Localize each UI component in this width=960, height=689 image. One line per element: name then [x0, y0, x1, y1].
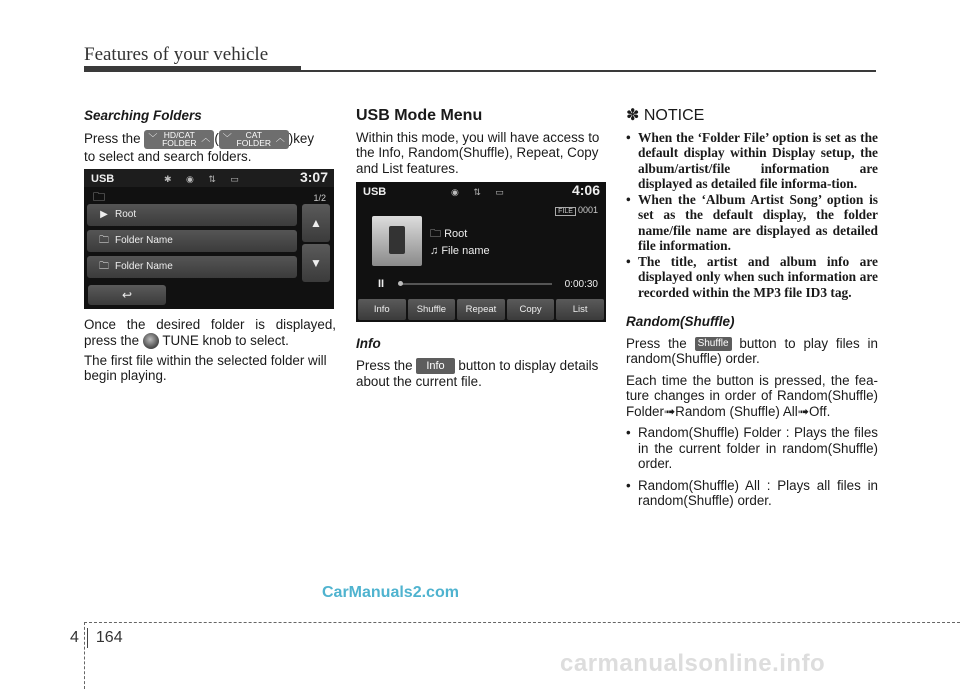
subhead-info: Info	[356, 336, 381, 351]
paragraph-cycle: Each time the button is pressed, the fea-ture changes in order of Random(Shuffle) Folder➟Random (Shuffle) All➟Off.	[626, 372, 878, 419]
chevron-down-icon: ﹀	[222, 132, 232, 143]
list-item-label: Folder Name	[115, 235, 173, 246]
source-label: USB	[363, 186, 387, 198]
folder-list-screen	[84, 169, 334, 309]
page-number	[70, 628, 123, 648]
text-press: Press the	[626, 335, 687, 351]
column-3	[626, 108, 878, 509]
list-item-label: Root	[115, 209, 137, 220]
shuffle-button[interactable]: Shuffle	[408, 299, 456, 320]
column-2	[356, 108, 608, 395]
folder-line	[430, 227, 467, 243]
play-circle-icon: ▶	[100, 209, 108, 220]
key-label: CAT FOLDER	[236, 129, 272, 148]
text-key: )key	[288, 130, 315, 146]
shuffle-chip[interactable]: Shuffle	[695, 337, 732, 351]
footer-rule	[84, 622, 960, 623]
folder-icon: 🗀	[430, 228, 445, 240]
list-item-folder[interactable]	[87, 256, 297, 278]
hd-cat-folder-key[interactable]	[144, 130, 214, 149]
copy-button[interactable]: Copy	[507, 299, 555, 320]
list-item-label: Folder Name	[115, 261, 173, 272]
source-label: USB	[91, 173, 115, 185]
clock: 3:07	[299, 169, 328, 185]
notice-item: • The title, artist and album info are displayed only when such information are recorded within the MP3 file ID3 tag.	[626, 254, 878, 301]
file-name: File name	[441, 245, 490, 257]
file-tag: FILE	[555, 207, 576, 216]
folder-icon: 🗀	[93, 190, 106, 204]
elapsed-time: 0:00:30	[564, 279, 598, 290]
shuffle-item: • Random(Shuffle) Folder : Plays the files in the current folder in random(Shuffle) order.	[626, 425, 878, 472]
list-item-folder[interactable]	[87, 230, 297, 252]
key-label: HD/CAT FOLDER	[162, 129, 197, 148]
clock: 4:06	[571, 182, 600, 198]
repeat-button[interactable]: Repeat	[457, 299, 505, 320]
scroll-down-button[interactable]: ▼	[302, 244, 330, 282]
notice-heading: ✽ NOTICE	[626, 107, 705, 124]
paragraph-usb-intro: Within this mode, you will have access to the Info, Random(Shuffle), Repeat, Copy and List features.	[356, 129, 600, 176]
file-line	[430, 244, 490, 260]
paren: (	[214, 130, 219, 146]
tune-knob-icon	[143, 333, 159, 349]
status-icons: ◉ ⇅ ▭	[451, 187, 510, 197]
watermark-logo: CarManuals2.com	[322, 584, 459, 601]
paragraph-info	[356, 358, 608, 390]
text-shuffle-desc: button to play files in random(Shuffle) order.	[626, 335, 878, 366]
notice-item: • When the ‘Folder File’ option is set as the default display within Display setup, the album/artist/file information are displayed as detailed file informa-tion.	[626, 130, 878, 192]
paragraph-shuffle	[626, 336, 878, 367]
chevron-down-icon: ﹀	[148, 132, 158, 143]
page-indicator: 1/2	[313, 193, 326, 203]
heading-usb-mode-menu: USB Mode Menu	[356, 107, 483, 124]
progress-thumb[interactable]	[398, 281, 403, 286]
subhead-searching-folders: Searching Folders	[84, 108, 202, 123]
music-note-icon: ♫	[430, 245, 442, 257]
menu-buttons	[358, 299, 604, 320]
paragraph-press-keys	[84, 130, 336, 165]
shuffle-list	[626, 425, 878, 509]
pause-icon[interactable]: II	[378, 278, 385, 290]
folder-name: Root	[444, 228, 468, 240]
usb-playback-screen	[356, 182, 606, 322]
folder-icon: 🗀	[99, 261, 109, 272]
notice-list	[626, 130, 878, 301]
usb-drive-icon	[372, 216, 422, 266]
chevron-up-icon: ︿	[275, 132, 285, 143]
text-tune: TUNE knob to select.	[162, 332, 289, 348]
column-1	[84, 108, 336, 390]
text-info-desc: button to display details about the current file.	[356, 357, 599, 389]
text-desired-folder: Once the desired folder is displayed, press the	[84, 317, 336, 348]
list-item-root[interactable]	[87, 204, 297, 226]
file-counter	[555, 203, 598, 220]
progress-track[interactable]	[400, 283, 552, 285]
text-press: Press the	[356, 357, 413, 373]
file-number: 0001	[577, 205, 598, 215]
cat-folder-key[interactable]	[219, 130, 289, 149]
text-press: Press the	[84, 130, 141, 146]
footer-site-watermark: carmanualsonline.info	[560, 650, 826, 677]
scroll-up-button[interactable]: ▲	[302, 204, 330, 242]
header-rule-thick	[84, 66, 301, 72]
folder-icon: 🗀	[99, 235, 109, 246]
status-icons: ✱ ◉ ⇅ ▭	[164, 174, 245, 184]
info-button[interactable]: Info	[358, 299, 406, 320]
shuffle-item: • Random(Shuffle) All : Plays all files in random(Shuffle) order.	[626, 478, 878, 509]
subhead-random-shuffle: Random(Shuffle)	[626, 314, 735, 329]
list-button[interactable]: List	[556, 299, 604, 320]
header-rule-thin	[301, 70, 876, 72]
paragraph-tune	[84, 317, 336, 349]
text-select-folders: to select and search folders.	[84, 148, 252, 164]
chevron-up-icon: ︿	[201, 132, 211, 143]
chapter-number: 4	[70, 629, 79, 647]
header-title: Features of your vehicle	[84, 44, 269, 65]
notice-item: • When the ‘Album Artist Song’ option is set as the default display, the folder name/file name are displayed as detailed file information.	[626, 192, 878, 254]
paragraph-first-file: The first file within the selected folder will begin playing.	[84, 352, 327, 384]
back-button[interactable]: ↩	[88, 285, 166, 305]
page-number-value: 164	[95, 629, 123, 647]
info-chip[interactable]: Info	[416, 358, 454, 374]
